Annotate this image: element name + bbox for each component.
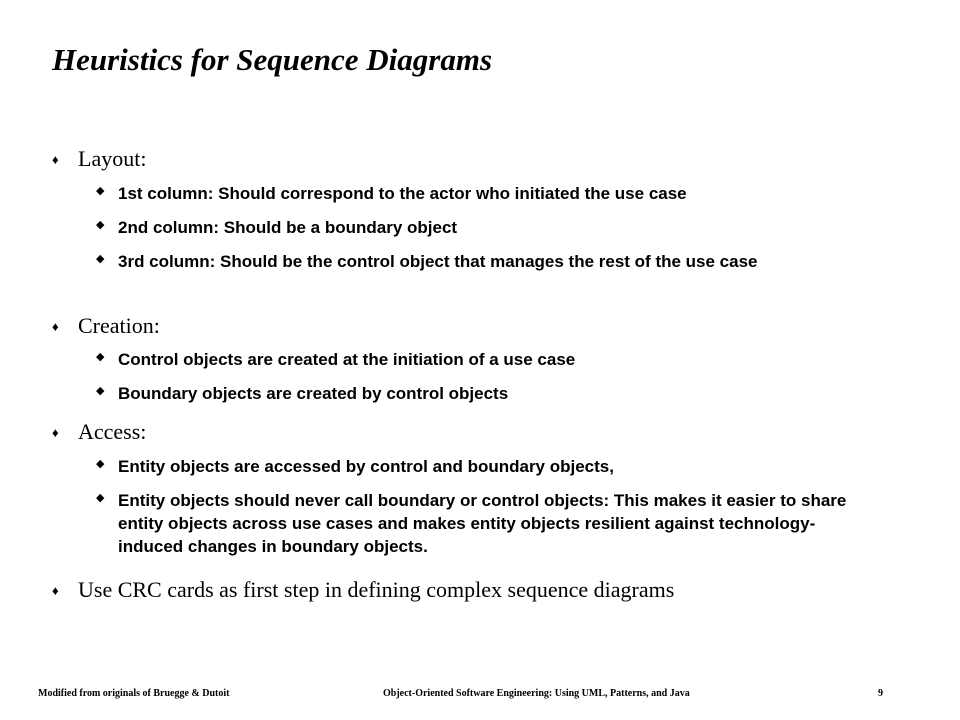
bullet-label: Access: [78,419,147,444]
sub-bullet-text: Entity objects should never call boundary or control objects: This makes it easier to share entity objects across use cases and makes entity objects resilient against technology-induced changes in boundary objects. [118,491,847,556]
footer-page-number: 9 [878,688,883,699]
bullet-label: Use CRC cards as first step in defining complex sequence diagrams [78,577,675,602]
diamond-sub-bullet-icon: ◆ [96,185,105,197]
sub-bullet-text: Entity objects are accessed by control and boundary objects, [118,457,614,476]
sub-bullet-text: Boundary objects are created by control objects [118,384,509,403]
diamond-sub-bullet-icon: ◆ [96,219,105,231]
footer-book-title: Object-Oriented Software Engineering: Using UML, Patterns, and Java [383,688,690,699]
sub-bullet-item [96,489,876,558]
sub-bullet-text: 3rd column: Should be the control object that manages the rest of the use case [118,252,758,271]
diamond-bullet-icon: ♦ [52,152,59,167]
footer-credit: Modified from originals of Bruegge & Dutoit [38,688,230,699]
sub-bullet-item [96,455,876,478]
diamond-sub-bullet-icon: ◆ [96,253,105,265]
diamond-sub-bullet-icon: ◆ [96,492,105,504]
sub-bullet-text: Control objects are created at the initiation of a use case [118,350,576,369]
sub-bullet-item [96,348,876,371]
sub-bullet-item [96,182,876,205]
diamond-bullet-icon: ♦ [52,319,59,334]
diamond-sub-bullet-icon: ◆ [96,458,105,470]
sub-bullet-text: 1st column: Should correspond to the actor who initiated the use case [118,184,687,203]
diamond-bullet-icon: ♦ [52,425,59,440]
diamond-sub-bullet-icon: ◆ [96,385,105,397]
sub-bullet-text: 2nd column: Should be a boundary object [118,218,458,237]
sub-bullet-item [96,382,876,405]
bullet-label: Layout: [78,146,147,171]
diamond-sub-bullet-icon: ◆ [96,351,105,363]
diamond-bullet-icon: ♦ [52,583,59,598]
sub-bullet-item [96,216,876,239]
slide-title: Heuristics for Sequence Diagrams [52,42,493,77]
bullet-label: Creation: [78,313,160,338]
sub-bullet-item [96,250,876,273]
